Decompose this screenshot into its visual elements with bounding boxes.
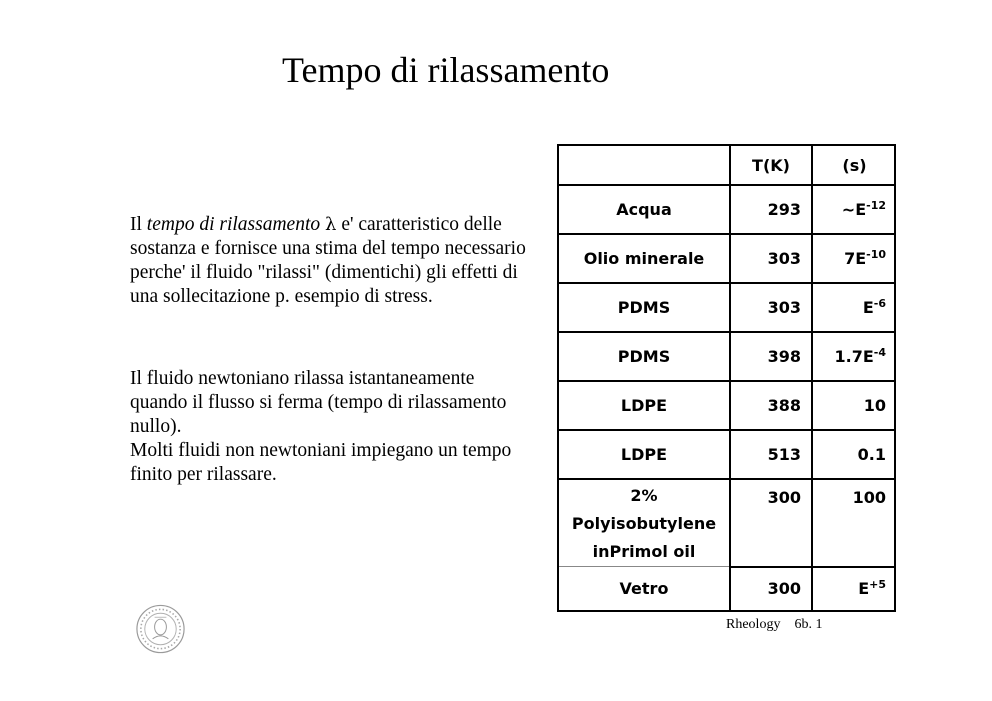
relaxation-time-term: tempo di rilassamento [146,214,321,235]
temperature-cell: 303 [730,234,812,283]
temperature-cell: 303 [730,283,812,332]
material-cell: Olio minerale [558,234,730,283]
time-cell: $7E^{-10}$ [812,234,895,283]
non-newtonian-paragraph: Molti fluidi non newtoniani impiegano un tempo finito per rilassare. [130,440,512,485]
newtonian-paragraph: Il fluido newtoniano rilassa istantaneamente quando il flusso si ferma (tempo di rilassamento nullo). [130,368,507,437]
page-number: 6b. 1 [794,617,823,632]
table-row [558,430,895,479]
time-cell: 10 [812,381,895,430]
table-row [558,283,895,332]
material-cell: Acqua [558,185,730,234]
temperature-cell: 300 [730,567,812,611]
header-material [558,145,730,185]
temperature-cell: 398 [730,332,812,381]
material-cell: LDPE [558,430,730,479]
footer-label: Rheology [726,617,781,632]
time-cell: $E^{+5}$ [812,567,895,611]
header-time: (s) [812,145,895,185]
material-cell: PDMS [558,332,730,381]
table-row [558,332,895,381]
header-temperature: T(K) [730,145,812,185]
time-cell: $\sim E^{-12}$ [812,185,895,234]
time-cell: 0.1 [812,430,895,479]
page-title: Tempo di rilassamento [282,50,610,90]
material-cell: Vetro [558,567,730,611]
temperature-cell: 293 [730,185,812,234]
university-seal-icon [133,603,188,655]
temperature-cell: 388 [730,381,812,430]
table-row [558,479,895,567]
time-cell: $1.7E^{-4}$ [812,332,895,381]
time-cell: $E^{-6}$ [812,283,895,332]
table-header-row [558,145,895,185]
material-cell: 2% Polyisobutylene inPrimol oil [558,479,730,567]
table-row [558,234,895,283]
definition-paragraph [130,213,530,309]
relaxation-time-table [557,144,896,612]
slide-footer [726,617,822,633]
time-cell: 100 [812,479,895,567]
material-cell: LDPE [558,381,730,430]
table-row [558,381,895,430]
table-row [558,567,895,611]
temperature-cell: 300 [730,479,812,567]
table-row [558,185,895,234]
lambda-symbol: λ [325,214,337,235]
material-cell: PDMS [558,283,730,332]
paragraph-prefix: Il [130,214,147,235]
paragraph-rest: e' caratteristico delle sostanza e fornisce una stima del tempo necessario perche' il fluido "rilassi" (dimentichi) gli effetti di una sollecitazione p. esempio di stress. [130,214,526,307]
temperature-cell: 513 [730,430,812,479]
